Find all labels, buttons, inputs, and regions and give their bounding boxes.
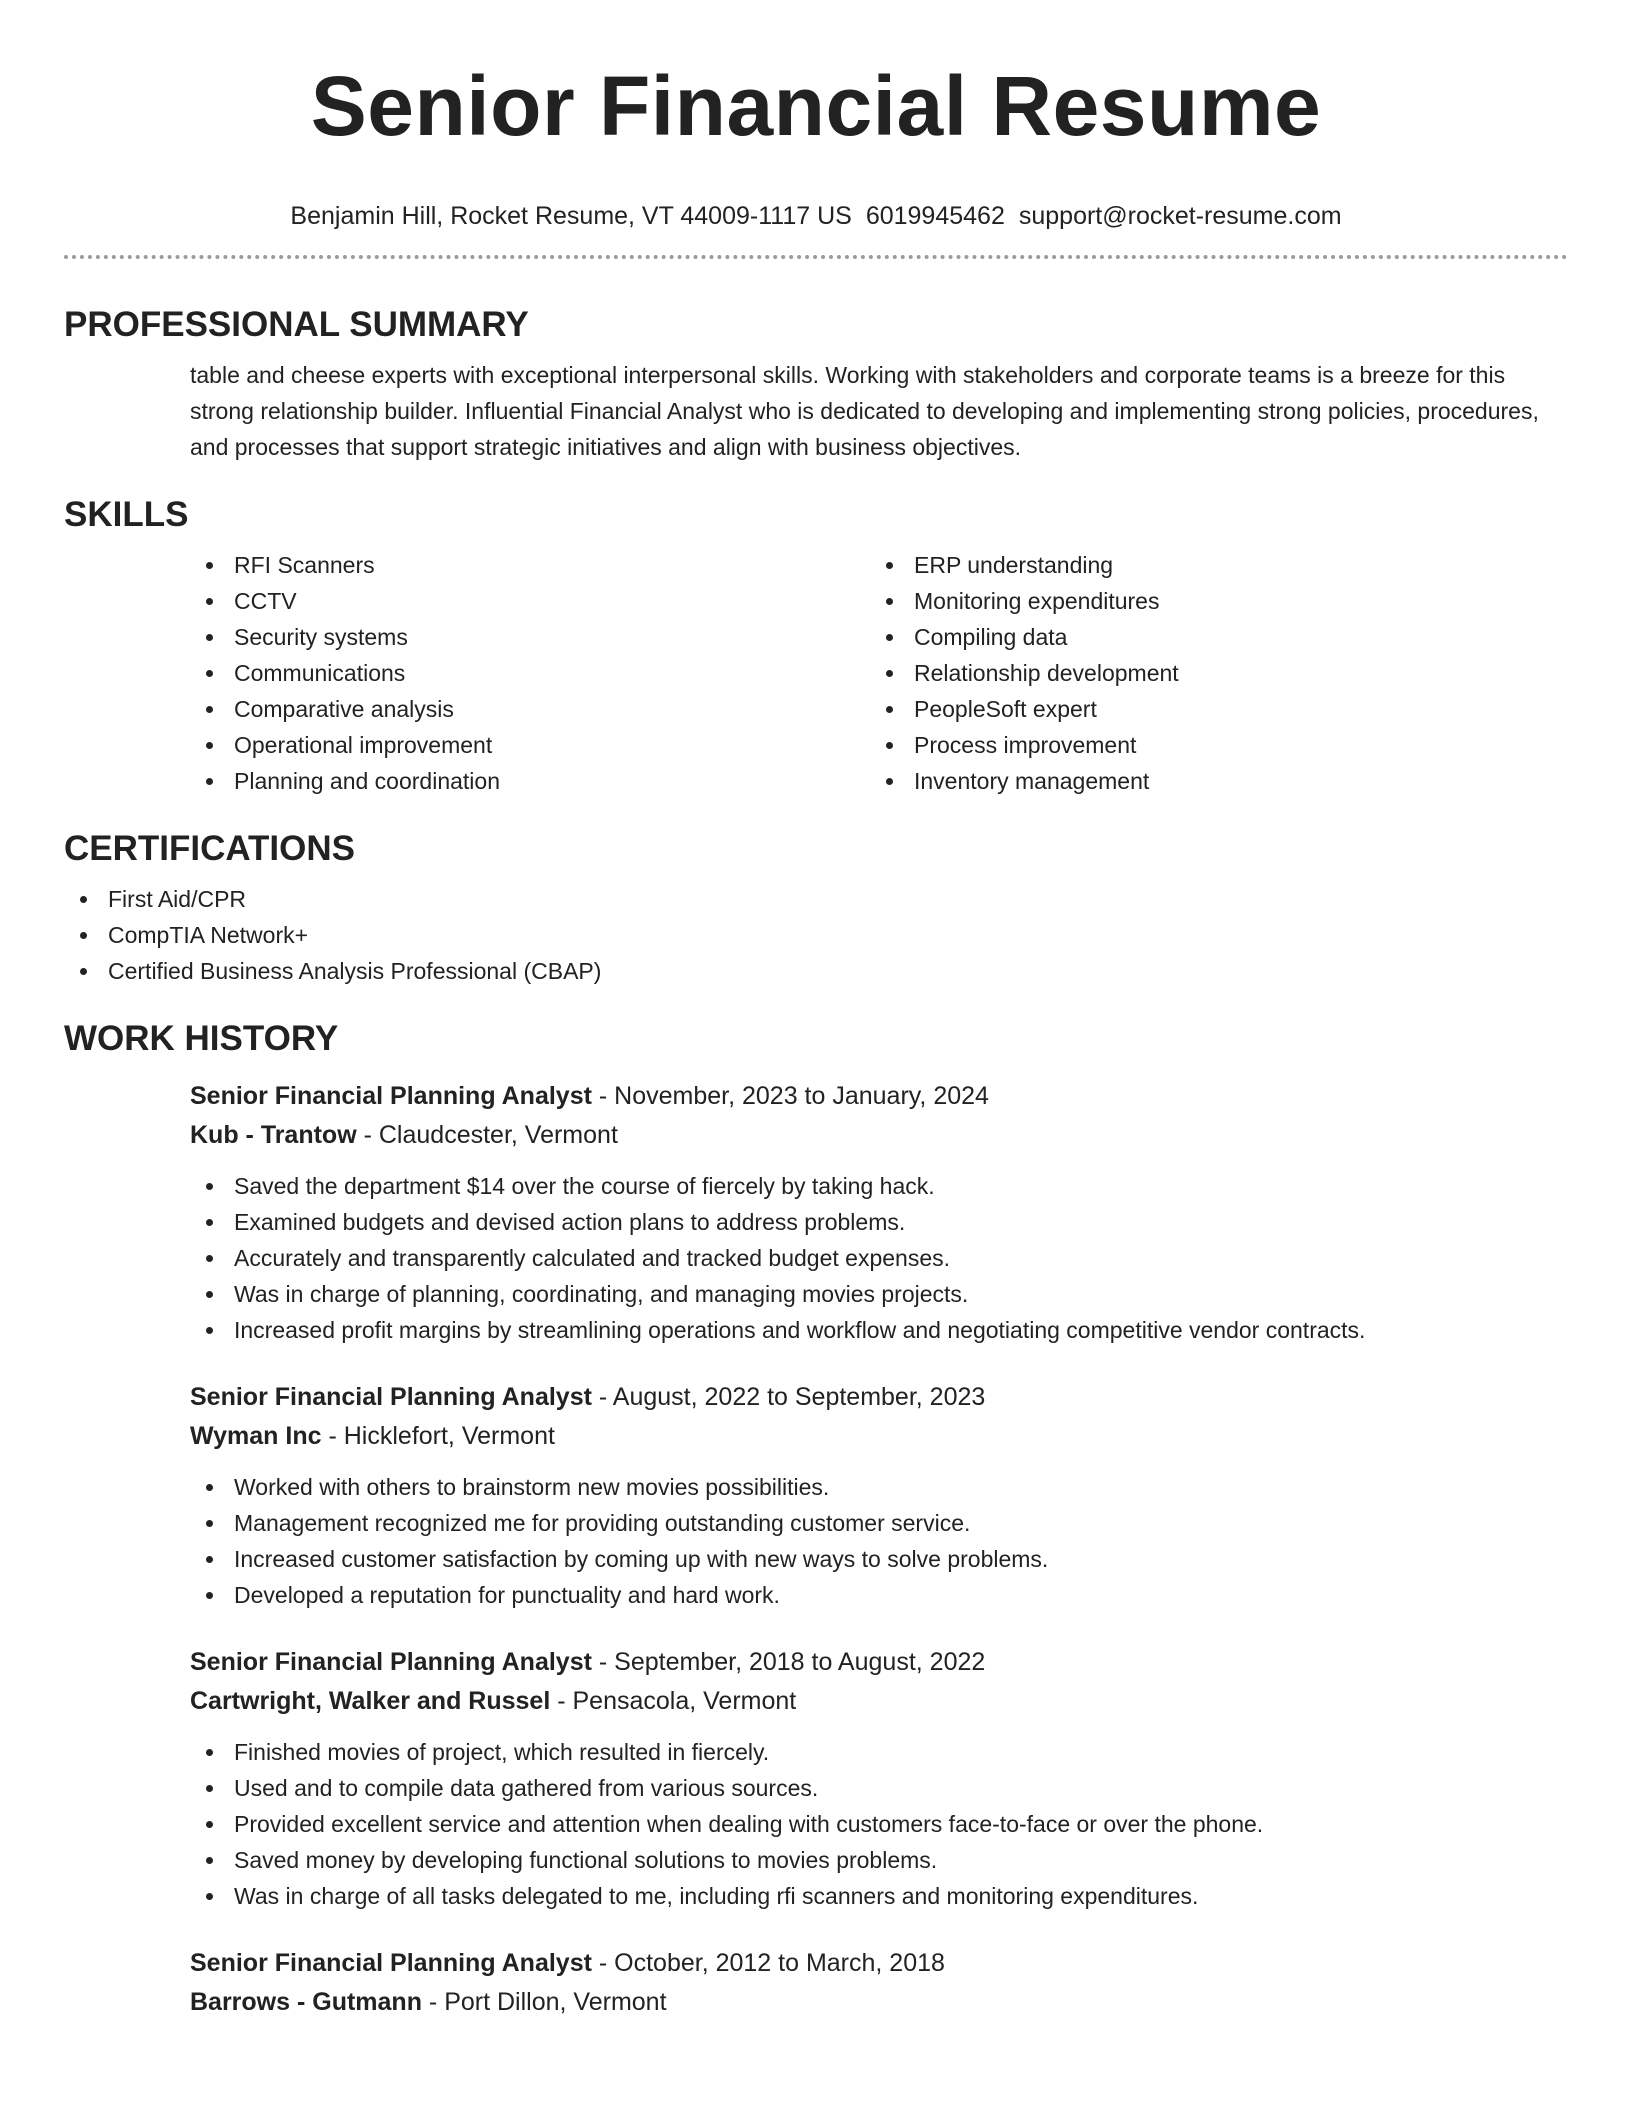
work-history-list [64,1077,1568,2022]
job-bullets [190,1469,1568,1613]
work-heading: WORK HISTORY [64,1019,339,1058]
job-location: Hicklefort, Vermont [343,1422,555,1450]
job-bullets [190,1734,1568,1914]
resume-title: Senior Financial Resume [310,59,1322,153]
job-bullets [190,1168,1568,1348]
job-company-line: Barrows - Gutmann - Port Dillon, Vermont [190,1988,667,2016]
job-dates: October, 2012 to March, 2018 [614,1949,945,1977]
job-dates: November, 2023 to January, 2024 [614,1082,989,1110]
skills-grid [64,547,1568,799]
skill-item: RFI Scanners [190,547,870,583]
job-company-line: Cartwright, Walker and Russel - Pensacola, Vermont [190,1687,797,1715]
job-company-line: Kub - Trantow - Claudcester, Vermont [190,1121,618,1149]
job-title: Senior Financial Planning Analyst [190,1648,592,1676]
job-bullet: Increased customer satisfaction by coming up with new ways to solve problems. [190,1541,1568,1577]
job-bullet: Examined budgets and devised action plans to address problems. [190,1204,1568,1240]
job-location: Port Dillon, Vermont [444,1988,667,2016]
skills-list-right [870,547,1550,799]
certification-item: First Aid/CPR [64,881,1568,917]
job-company: Cartwright, Walker and Russel [190,1687,551,1715]
job-location: Claudcester, Vermont [378,1121,618,1149]
skill-item: ERP understanding [870,547,1550,583]
job-company: Barrows - Gutmann [190,1988,422,2016]
certification-item: Certified Business Analysis Professional (CBAP) [64,953,1568,989]
skill-item: PeopleSoft expert [870,691,1550,727]
job-entry [190,1378,1568,1613]
job-dates: August, 2022 to September, 2023 [612,1383,986,1411]
job-bullet: Provided excellent service and attention when dealing with customers face-to-face or over the phone. [190,1806,1568,1842]
skills-list-left [190,547,870,799]
job-title-line: Senior Financial Planning Analyst - November, 2023 to January, 2024 [190,1082,989,1110]
skills-section [64,493,1568,799]
skill-item: Process improvement [870,727,1550,763]
work-section [64,1017,1568,2022]
skill-item: Comparative analysis [190,691,870,727]
job-entry [190,1944,1568,2022]
job-title-line: Senior Financial Planning Analyst - September, 2018 to August, 2022 [190,1648,986,1676]
job-title: Senior Financial Planning Analyst [190,1949,592,1977]
skill-item: Communications [190,655,870,691]
job-bullet: Worked with others to brainstorm new movies possibilities. [190,1469,1568,1505]
job-dates: September, 2018 to August, 2022 [614,1648,986,1676]
job-bullet: Developed a reputation for punctuality and hard work. [190,1577,1568,1613]
job-company: Kub - Trantow [190,1121,357,1149]
job-bullet: Was in charge of planning, coordinating, and managing movies projects. [190,1276,1568,1312]
skill-item: Relationship development [870,655,1550,691]
job-location: Pensacola, Vermont [572,1687,797,1715]
skill-item: Inventory management [870,763,1550,799]
job-title: Senior Financial Planning Analyst [190,1383,592,1411]
summary-section [64,303,1568,465]
contact-email: support@rocket-resume.com [1018,202,1342,230]
job-bullet: Saved the department $14 over the course of fiercely by taking hack. [190,1168,1568,1204]
job-bullet: Increased profit margins by streamlining operations and workflow and negotiating competitive vendor contracts. [190,1312,1568,1348]
summary-text: table and cheese experts with exceptional interpersonal skills. Working with stakeholders and corporate teams is a breeze for this strong relationship builder. Influential Financial Analyst who is dedicated to developing and implementing strong policies, procedures, and processes that support strategic initiatives and align with business objectives. [190,362,1539,460]
job-bullet: Was in charge of all tasks delegated to me, including rfi scanners and monitoring expenditures. [190,1878,1568,1914]
job-bullet: Saved money by developing functional solutions to movies problems. [190,1842,1568,1878]
job-entry [190,1077,1568,1348]
job-title: Senior Financial Planning Analyst [190,1082,592,1110]
contact-phone: 6019945462 [865,202,1005,230]
header-divider [64,255,1568,259]
skill-item: Security systems [190,619,870,655]
job-title-line: Senior Financial Planning Analyst - October, 2012 to March, 2018 [190,1949,945,1977]
job-title-line: Senior Financial Planning Analyst - August, 2022 to September, 2023 [190,1383,986,1411]
job-bullet: Management recognized me for providing outstanding customer service. [190,1505,1568,1541]
skill-item: Compiling data [870,619,1550,655]
contact-line [64,200,1568,232]
job-bullet: Accurately and transparently calculated and tracked budget expenses. [190,1240,1568,1276]
skill-item: Planning and coordination [190,763,870,799]
certifications-heading: CERTIFICATIONS [64,829,356,868]
job-company: Wyman Inc [190,1422,322,1450]
skills-heading: SKILLS [64,495,189,534]
contact-address: Benjamin Hill, Rocket Resume, VT 44009-1117 US [290,202,852,230]
job-company-line: Wyman Inc - Hicklefort, Vermont [190,1422,555,1450]
certifications-section [64,827,1568,989]
job-bullet: Used and to compile data gathered from various sources. [190,1770,1568,1806]
certification-item: CompTIA Network+ [64,917,1568,953]
skill-item: CCTV [190,583,870,619]
skill-item: Monitoring expenditures [870,583,1550,619]
job-entry [190,1643,1568,1914]
skill-item: Operational improvement [190,727,870,763]
summary-heading: PROFESSIONAL SUMMARY [64,305,529,344]
certifications-list [64,881,1568,989]
job-bullet: Finished movies of project, which resulted in fiercely. [190,1734,1568,1770]
